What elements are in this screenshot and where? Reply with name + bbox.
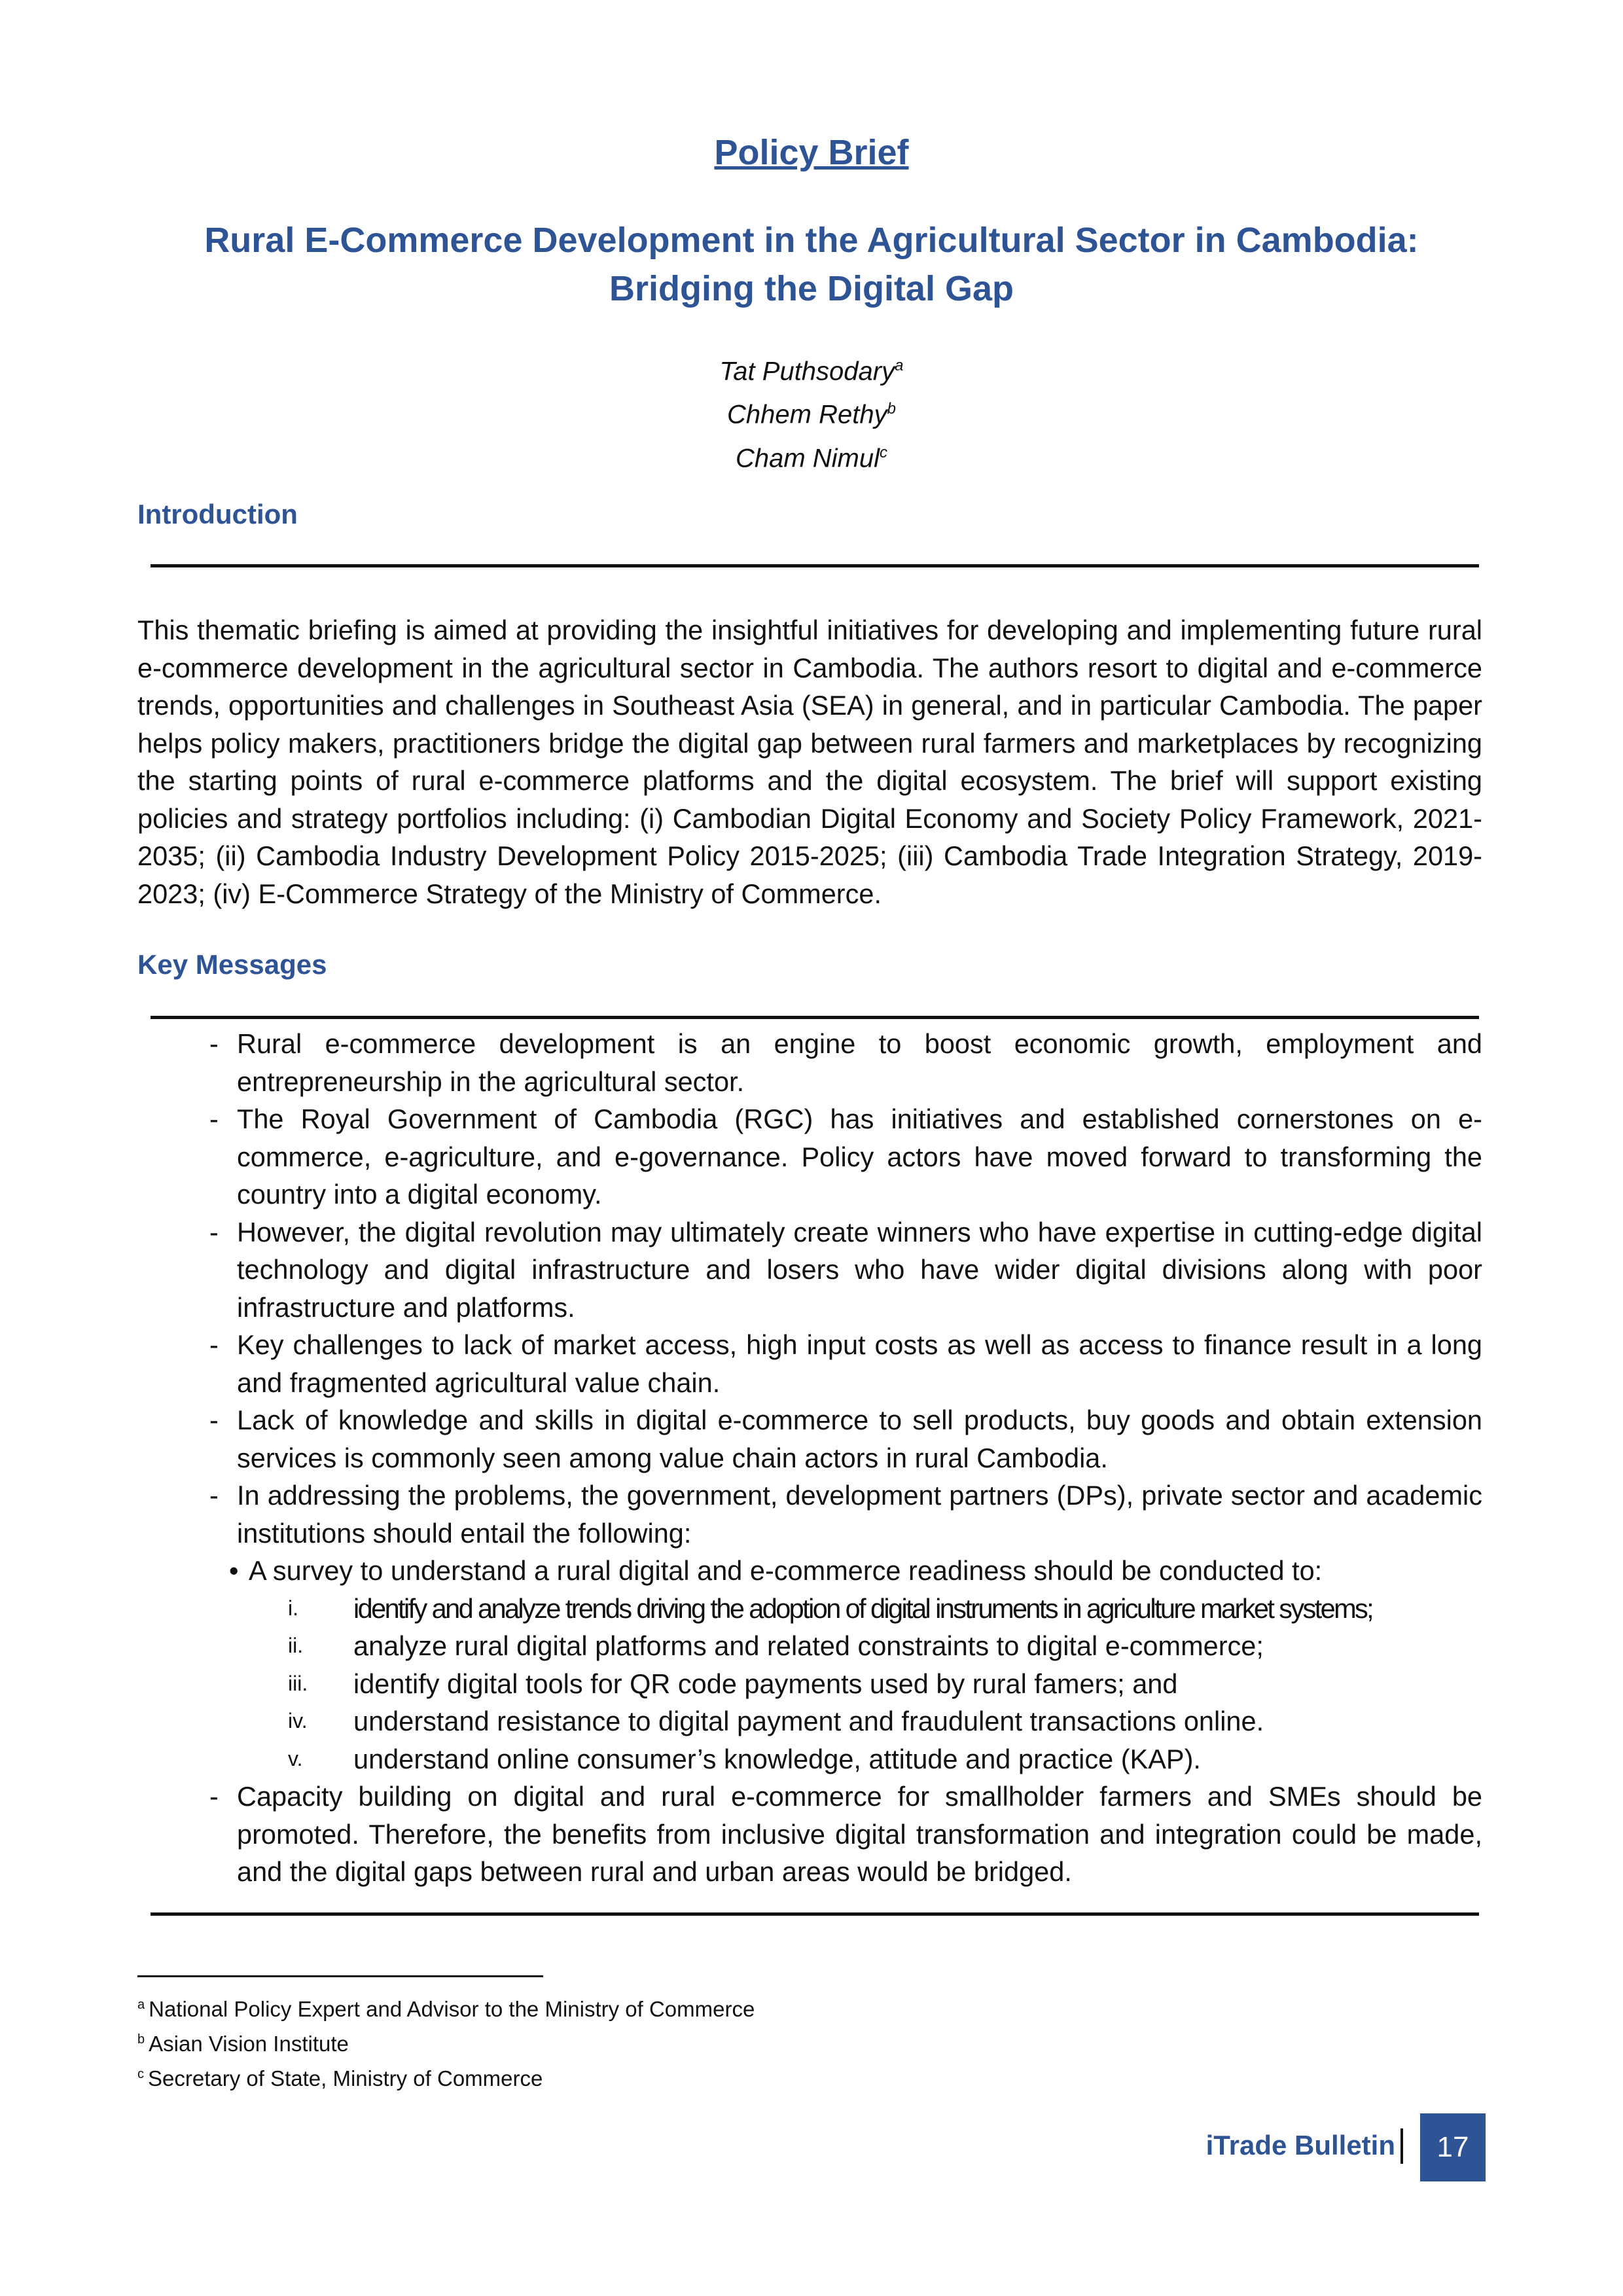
page-number: 17 (1420, 2113, 1486, 2181)
survey-block (209, 1552, 1482, 1778)
key-messages-divider (151, 1016, 1479, 1019)
key-message-item: - The Royal Government of Cambodia (RGC) has initiatives and established cornerstones on e-commerce, e-agriculture, and e-governance. Policy actors have moved forward to transforming the country into a digital economy. (209, 1100, 1482, 1213)
dash-marker: - (209, 1480, 219, 1511)
author-2: Chhem Rethy$^b$ (727, 400, 896, 429)
key-message-item: - Lack of knowledge and skills in digital e-commerce to sell products, buy goods and obtain extension services is commonly seen among value chain actors in rural Cambodia. (209, 1401, 1482, 1477)
author-3-mark: c (880, 443, 888, 461)
footnote: $^a$ National Policy Expert and Advisor to the Ministry of Commerce (137, 1997, 755, 2021)
dash-marker: - (209, 1329, 219, 1360)
survey-bullet-item: • A survey to understand a rural digital and e-commerce readiness should be conducted to: (209, 1552, 1482, 1590)
key-message-item: - Rural e-commerce development is an engine to boost economic growth, employment and entrepreneurship in the agricultural sector. (209, 1025, 1482, 1100)
key-messages-list (209, 1025, 1482, 1891)
dash-marker: - (209, 1216, 219, 1247)
step-number: ii. (288, 1634, 304, 1657)
survey-step: iv. understand resistance to digital payment and fraudulent transactions online. (209, 1702, 1482, 1740)
footnote: $^c$ Secretary of State, Ministry of Commerce (137, 2066, 543, 2090)
step-number: i. (288, 1596, 298, 1620)
author-3: Cham Nimul$^c$ (735, 443, 888, 473)
key-message-item: - However, the digital revolution may ultimately create winners who have expertise in cutting-edge digital technology and digital infrastructure and losers who have wider digital divisions along with poor infrastructure and platforms. (209, 1213, 1482, 1327)
step-number: iv. (288, 1709, 308, 1732)
author-2-mark: b (887, 400, 896, 418)
survey-step: iii. identify digital tools for QR code payments used by rural famers; and (209, 1665, 1482, 1703)
document-title: Rural E-Commerce Development in the Agricultural Sector in Cambodia: Bridging the Digital Gap (204, 221, 1419, 308)
author-1: Tat Puthsodary$^a$ (719, 357, 904, 386)
survey-step: ii. analyze rural digital platforms and related constraints to digital e-commerce; (209, 1627, 1482, 1665)
step-number: v. (288, 1746, 303, 1770)
key-messages-heading: Key Messages (137, 949, 327, 980)
dash-marker: - (209, 1103, 219, 1134)
author-list (0, 347, 1623, 477)
introduction-heading: Introduction (137, 499, 298, 529)
survey-step: v. understand online consumer’s knowledge, attitude and practice (KAP). (209, 1740, 1482, 1778)
key-message-item: - Key challenges to lack of market access, high input costs as well as access to finance result in a long and fragmented agricultural value chain. (209, 1326, 1482, 1401)
bullet-marker: • (229, 1555, 239, 1586)
survey-step: i. identify and analyze trends driving the adoption of digital instruments in agriculture market systems; (209, 1590, 1482, 1628)
footnote: $^b$ Asian Vision Institute (137, 2032, 349, 2056)
dash-marker: - (209, 1405, 219, 1435)
dash-marker: - (209, 1781, 219, 1812)
footnote-separator (137, 1975, 543, 1977)
key-message-item: - In addressing the problems, the government, development partners (DPs), private sector and academic institutions should entail the following: (209, 1477, 1482, 1552)
step-number: iii. (288, 1671, 308, 1695)
introduction-divider (151, 564, 1479, 567)
dash-marker: - (209, 1028, 219, 1059)
introduction-body: This thematic briefing is aimed at providing the insightful initiatives for developing and implementing future rural e-commerce development in the agricultural sector in Cambodia. The authors resort to digital and e-commerce trends, opportunities and challenges in Southeast Asia (SEA) in general, and in particular Cambodia. The paper helps policy makers, practitioners bridge the digital gap between rural farmers and marketplaces by recognizing the starting points of rural e-commerce platforms and the digital ecosystem. The brief will support existing policies and strategy portfolios including: (i) Cambodian Digital Economy and Society Policy Framework, 2021-2035; (ii) Cambodia Industry Development Policy 2015-2025; (iii) Cambodia Trade Integration Strategy, 2019-2023; (iv) E-Commerce Strategy of the Ministry of Commerce. (137, 615, 1482, 909)
survey-steps-list (209, 1590, 1482, 1778)
key-message-item: - Capacity building on digital and rural e-commerce for smallholder farmers and SMEs should be promoted. Therefore, the benefits from inclusive digital transformation and integration could be made, and the digital gaps between rural and urban areas would be bridged. (209, 1778, 1482, 1891)
publication-name: iTrade Bulletin (1205, 2130, 1395, 2161)
key-messages-end-divider (151, 1912, 1479, 1916)
author-1-mark: a (895, 357, 904, 374)
policy-brief-label: Policy Brief (714, 133, 909, 172)
footer-separator (1400, 2128, 1403, 2164)
footnotes (137, 1990, 988, 2094)
